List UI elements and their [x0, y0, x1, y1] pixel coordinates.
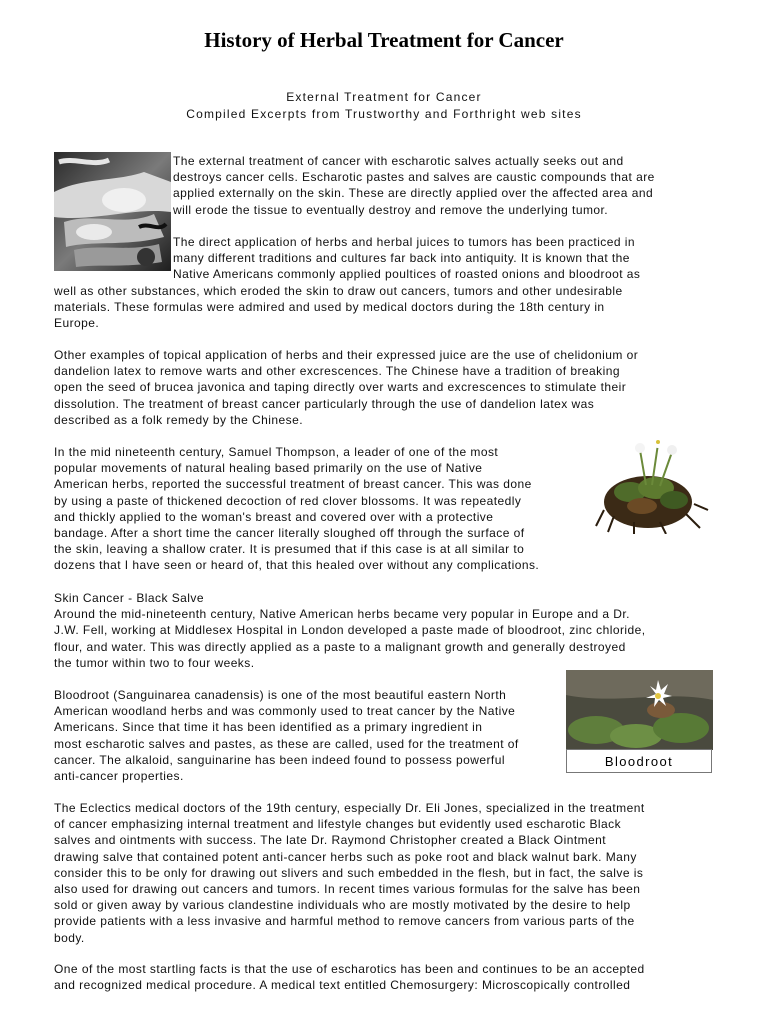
text-line: The direct application of herbs and herbal juices to tumors has been practiced in — [173, 235, 636, 249]
text-line: In the mid nineteenth century, Samuel Thompson, a leader of one of the most — [54, 445, 499, 459]
text-line: The Eclectics medical doctors of the 19th century, especially Dr. Eli Jones, specialized in the treatment — [54, 801, 645, 815]
text-line: The external treatment of cancer with escharotic salves actually seeks out and — [173, 154, 624, 168]
text-line: Around the mid-nineteenth century, Native American herbs became very popular in Europe and a Dr. — [54, 607, 630, 622]
text-line: the tumor within two to four weeks. — [54, 655, 255, 670]
text-line: flour, and water. This was directly applied as a paste to a malignant growth and generally destroyed — [54, 639, 626, 654]
paragraph-direct-application — [54, 234, 714, 331]
text-line: dozens that I have seen or heard of, that this healed over without any complications. — [54, 558, 540, 573]
text-line: will erode the tissue to eventually destroy and remove the underlying tumor. — [173, 202, 609, 217]
text-line: applied externally on the skin. These are directly applied over the affected area and — [173, 186, 654, 201]
text-line: American herbs, reported the successful treatment of breast cancer. This was done — [54, 477, 532, 492]
text-line: Americans. Since that time it has been identified as a primary ingredient in — [54, 720, 483, 735]
bloodroot-caption: Bloodroot — [604, 754, 674, 769]
text-line: many different traditions and cultures far back into antiquity. It is known that the — [173, 251, 630, 266]
paragraph-bloodroot — [54, 687, 714, 784]
text-line: most escharotic salves and pastes, as these are called, used for the treatment of — [54, 736, 519, 751]
text-line: open the seed of brucea javonica and taping directly over warts and excrescences to stimulate their — [54, 380, 627, 395]
text-line: One of the most startling facts is that the use of escharotics has been and continues to be an accepted — [54, 962, 645, 976]
text-line: anti-cancer properties. — [54, 768, 184, 783]
text-line: salves and ointments with success. The late Dr. Raymond Christopher created a Black Ointment — [54, 833, 607, 848]
text-line: well as other substances, which eroded the skin to draw out cancers, tumors and other undesirable — [54, 283, 623, 298]
paragraph-escharotic-intro — [54, 153, 714, 218]
text-line: destroys cancer cells. Escharotic pastes and salves are caustic compounds that are — [173, 170, 655, 185]
document-title: History of Herbal Treatment for Cancer — [204, 28, 564, 52]
text-line: American woodland herbs and was commonly used to treat cancer by the Native — [54, 704, 516, 719]
text-line: Other examples of topical application of herbs and their expressed juice are the use of chelidonium or — [54, 348, 639, 362]
paragraph-startling-facts — [54, 961, 714, 993]
paragraph-samuel-thompson — [54, 444, 714, 574]
text-line: materials. These formulas were admired and used by medical doctors during the 18th century in — [54, 299, 605, 314]
text-line: Bloodroot (Sanguinarea canadensis) is one of the most beautiful eastern North — [54, 688, 507, 702]
text-line: and recognized medical procedure. A medical text entitled Chemosurgery: Microscopically controlled — [54, 978, 631, 993]
text-line: body. — [54, 930, 85, 945]
text-line: dissolution. The treatment of breast cancer particularly through the use of dandelion latex was — [54, 396, 595, 411]
text-line: popular movements of natural healing based primarily on the use of Native — [54, 461, 483, 476]
text-line: and thickly applied to the woman's breast and covered over with a protective — [54, 509, 494, 524]
paragraph-black-salve — [54, 590, 714, 671]
text-line: Europe. — [54, 315, 100, 330]
text-line: the skin, leaving a shallow crater. It is presumed that if this case is at all similar to — [54, 542, 525, 557]
text-line: J.W. Fell, working at Middlesex Hospital in London developed a paste made of bloodroot, zinc chloride, — [54, 623, 646, 638]
text-line: consider this to be only for drawing out slivers and such embedded in the flesh, but in fact, the salve is — [54, 865, 644, 880]
text-line: by using a paste of thickened decoction of red clover blossoms. It was repeatedly — [54, 493, 522, 508]
text-line: drawing salve that contained potent anti-cancer herbs such as poke root and black walnut bark. Many — [54, 849, 637, 864]
text-line: sold or given away by various clandestine individuals who are mostly motivated by the desire to help — [54, 898, 631, 913]
text-line: of cancer emphasizing internal treatment and lifestyle changes but evidently used escharotic Black — [54, 817, 622, 832]
text-line: cancer. The alkaloid, sanguinarine has been indeed found to possess powerful — [54, 752, 505, 767]
paragraph-eclectics — [54, 800, 714, 946]
paragraph-topical-examples — [54, 347, 714, 428]
document-source-note: Compiled Excerpts from Trustworthy and Forthright web sites — [186, 107, 582, 121]
text-line: Native Americans commonly applied poultices of roasted onions and bloodroot as — [173, 267, 641, 282]
section-heading: Skin Cancer - Black Salve — [54, 591, 204, 605]
document-subtitle: External Treatment for Cancer — [286, 90, 482, 104]
text-line: also used for drawing out cancers and tumors. In recent times various formulas for the salve has been — [54, 881, 641, 896]
text-line: described as a folk remedy by the Chinese. — [54, 412, 304, 427]
text-line: bandage. After a short time the cancer literally sloughed off through the surface of — [54, 525, 525, 540]
text-line: dandelion latex to remove warts and other excrescences. The Chinese have a tradition of breaking — [54, 364, 620, 379]
text-line: provide patients with a less invasive and harmful method to remove cancers from various parts of the — [54, 914, 635, 929]
